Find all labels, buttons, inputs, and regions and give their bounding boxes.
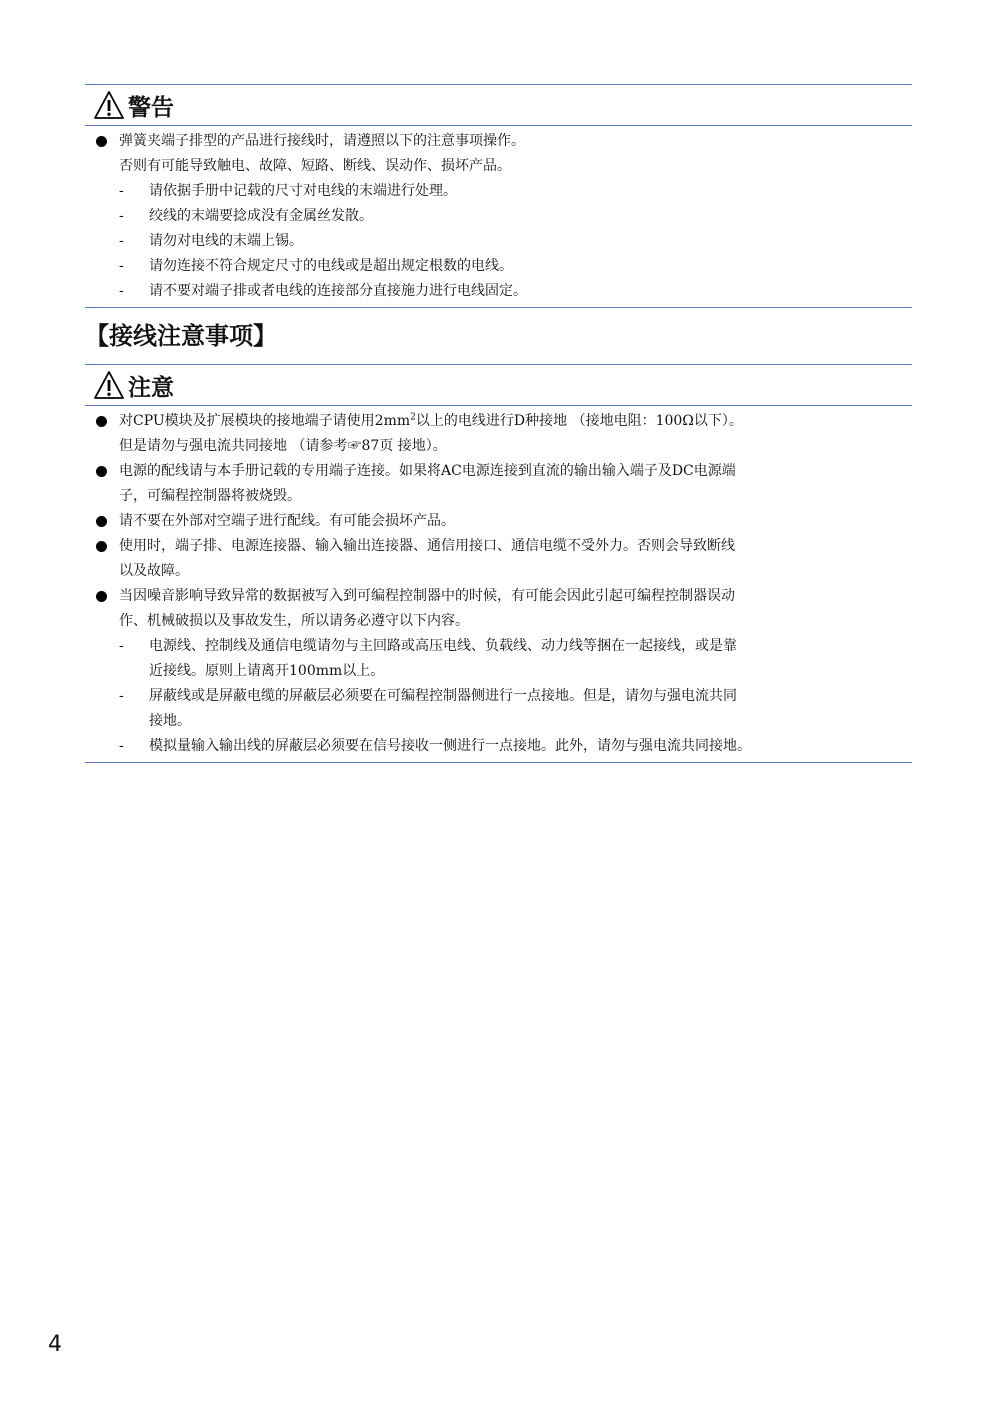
caution-header [85,365,912,405]
page-content [85,84,912,763]
item-text: 使用时，端子排、电源连接器、输入输出连接器、通信用接口、通信电缆不受外力。否则会导致断线 [119,538,735,554]
item-text: 子，可编程控制器将被烧毁。 [119,488,301,504]
item-text: 屏蔽线或是屏蔽电缆的屏蔽层必须要在可编程控制器侧进行一点接地。但是，请勿与强电流共同 [149,688,737,704]
list-item [85,129,912,154]
warning-title: 警告 [128,94,174,121]
item-text: 对CPU模块及扩展模块的接地端子请使用2mm [119,413,411,429]
sub-list-item [85,279,912,304]
item-text: 接地。 [149,713,191,729]
sub-list-item [85,734,912,759]
bullet-dot [96,516,107,527]
warning-triangle-icon [93,90,125,120]
item-text: 请勿对电线的末端上锡。 [149,233,303,249]
caution-title: 注意 [128,374,174,401]
item-text: 请不要在外部对空端子进行配线。有可能会损坏产品。 [119,513,455,529]
item-text: 模拟量输入输出线的屏蔽层必须要在信号接收一侧进行一点接地。此外，请勿与强电流共同接地。 [149,738,751,754]
warning-body [85,126,912,307]
item-text: 请不要对端子排或者电线的连接部分直接施力进行电线固定。 [149,283,527,299]
item-text: 电源的配线请与本手册记载的专用端子连接。如果将AC电源连接到直流的输出输入端子及DC电源端 [119,463,736,479]
sub-list-item [85,179,912,204]
superscript: 2 [410,412,416,423]
list-item-continuation [85,484,912,509]
dash-marker: - [119,638,124,654]
dash-marker: - [119,258,124,274]
dash-marker: - [119,233,124,249]
list-item-continuation [85,154,912,179]
item-text: 弹簧夹端子排型的产品进行接线时，请遵照以下的注意事项操作。 [119,133,525,149]
item-text: 否则有可能导致触电、故障、短路、断线、误动作、损坏产品。 [119,158,511,174]
list-item-continuation [85,434,912,459]
item-text: 绞线的末端要捻成没有金属丝发散。 [149,208,373,224]
dash-marker: - [119,183,124,199]
list-item [85,459,912,484]
sub-list-item [85,254,912,279]
item-text: 请勿连接不符合规定尺寸的电线或是超出规定根数的电线。 [149,258,513,274]
bullet-dot [96,591,107,602]
caution-items [85,459,912,759]
sub-list-item [85,684,912,709]
list-item [85,509,912,534]
reference-hand-icon[interactable]: ☞ [347,438,362,454]
list-item-continuation [85,659,912,684]
item-text: 请依据手册中记载的尺寸对电线的末端进行处理。 [149,183,457,199]
caution-body [85,406,912,762]
warning-header [85,85,912,125]
section-title: 【接线注意事项】 [85,322,277,350]
sub-list-item [85,634,912,659]
sub-list-item [85,229,912,254]
item-text: 近接线。原则上请离开100mm以上。 [149,663,385,679]
list-item-continuation [85,609,912,634]
dash-marker: - [119,688,124,704]
item-text: 作、机械破损以及事故发生，所以请务必遵守以下内容。 [119,613,469,629]
bullet-dot [96,466,107,477]
sub-list-item [85,204,912,229]
dash-marker: - [119,283,124,299]
bullet-dot [96,416,107,427]
item-text: 以及故障。 [119,563,189,579]
list-item-continuation [85,709,912,734]
page-reference-link[interactable]: 87页 接地）。 [361,438,447,454]
list-item [85,584,912,609]
caution-triangle-icon [93,370,125,400]
caution-bottom-rule [85,762,912,763]
list-item-continuation [85,559,912,584]
item-text: 但是请勿与强电流共同接地 （请参考 [119,438,348,454]
dash-marker: - [119,738,124,754]
list-item [85,534,912,559]
item-text: 电源线、控制线及通信电缆请勿与主回路或高压电线、负载线、动力线等捆在一起接线，或是靠 [149,638,737,654]
bullet-dot [96,541,107,552]
list-item [85,409,912,434]
item-text: 当因噪音影响导致异常的数据被写入到可编程控制器中的时候，有可能会因此引起可编程控制器误动 [119,588,735,604]
bullet-dot [96,136,107,147]
dash-marker: - [119,208,124,224]
item-text: 以上的电线进行D种接地 （接地电阻：100Ω以下）。 [415,413,743,429]
page-number: 4 [48,1332,62,1357]
